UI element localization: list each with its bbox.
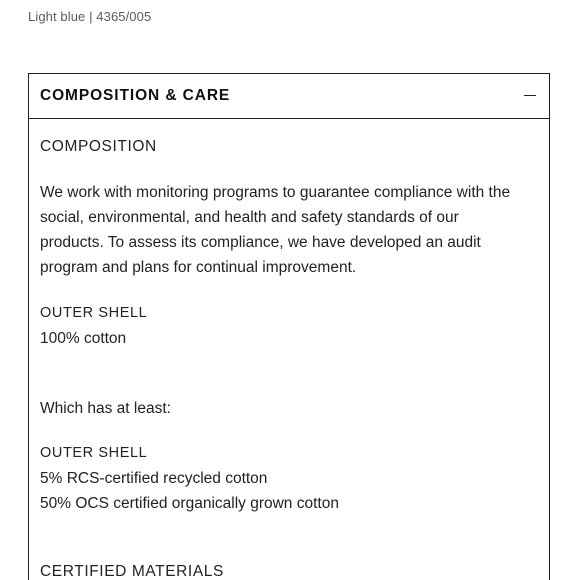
accordion-header[interactable] [29, 74, 549, 119]
certified-line: 5% RCS-certified recycled cotton [40, 470, 268, 487]
certified-outer-shell-section [40, 441, 538, 516]
product-variant-text: Light blue | 4365/005 [28, 9, 152, 24]
composition-intro [40, 180, 538, 280]
which-has-at-least-text: Which has at least: [40, 400, 171, 417]
certified-line: 50% OCS certified organically grown cotton [40, 495, 339, 512]
accordion-title: COMPOSITION & CARE [40, 87, 231, 104]
outer-shell-section [40, 301, 538, 351]
outer-shell-label: OUTER SHELL [40, 445, 148, 461]
outer-shell-label: OUTER SHELL [40, 305, 148, 321]
intro-line: program and plans for continual improvement. [40, 259, 357, 276]
outer-shell-value: 100% cotton [40, 330, 127, 347]
certified-materials-heading: CERTIFIED MATERIALS [40, 563, 224, 580]
intro-line: social, environmental, and health and safety standards of our [40, 209, 459, 226]
intro-line: products. To assess its compliance, we have developed an audit [40, 234, 481, 251]
minus-icon[interactable] [524, 90, 536, 102]
composition-care-accordion [28, 73, 550, 580]
composition-heading: COMPOSITION [40, 138, 157, 155]
intro-line: We work with monitoring programs to guarantee compliance with the [40, 184, 511, 201]
